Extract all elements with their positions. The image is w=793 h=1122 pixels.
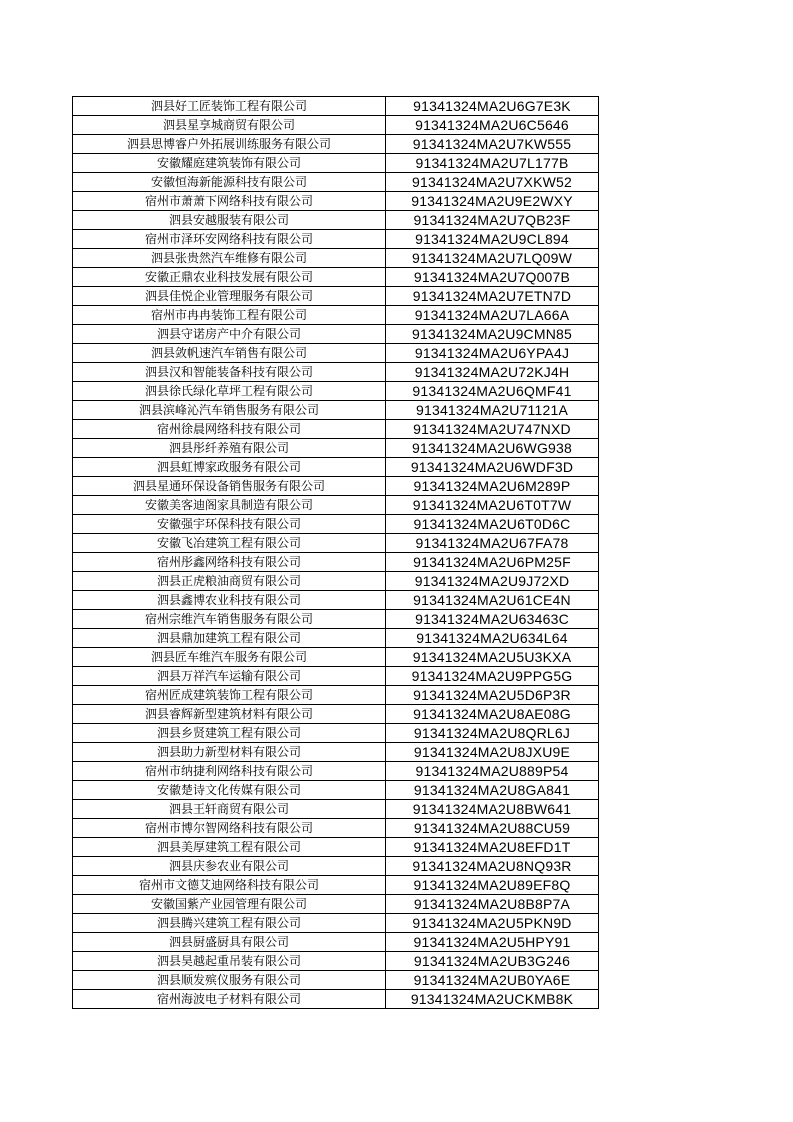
credit-code-cell: 91341324MA2U7LQ09W — [386, 249, 599, 268]
credit-code-cell: 91341324MA2U67FA78 — [386, 534, 599, 553]
company-name-cell: 泗县汉和智能装备科技有限公司 — [73, 363, 386, 382]
table-row — [73, 629, 599, 648]
table-row — [73, 154, 599, 173]
credit-code-cell: 91341324MA2U6WDF3D — [386, 458, 599, 477]
company-name-cell: 宿州彤鑫网络科技有限公司 — [73, 553, 386, 572]
credit-code-cell: 91341324MA2U7Q007B — [386, 268, 599, 287]
credit-code-cell: 91341324MA2U7LA66A — [386, 306, 599, 325]
company-name-cell: 宿州海波电子材料有限公司 — [73, 990, 386, 1009]
table-row — [73, 705, 599, 724]
credit-code-cell: 91341324MA2U71121A — [386, 401, 599, 420]
company-name-cell: 泗县彤纤养殖有限公司 — [73, 439, 386, 458]
table-row — [73, 724, 599, 743]
table-row — [73, 439, 599, 458]
table-row — [73, 116, 599, 135]
table-row — [73, 572, 599, 591]
table-row — [73, 97, 599, 116]
company-name-cell: 泗县王轩商贸有限公司 — [73, 800, 386, 819]
company-name-cell: 泗县顺发殡仪服务有限公司 — [73, 971, 386, 990]
table-row — [73, 876, 599, 895]
company-name-cell: 泗县乡贤建筑工程有限公司 — [73, 724, 386, 743]
credit-code-cell: 91341324MA2U7ETN7D — [386, 287, 599, 306]
company-name-cell: 泗县滨峰沁汽车销售服务有限公司 — [73, 401, 386, 420]
company-name-cell: 泗县庆参农业有限公司 — [73, 857, 386, 876]
company-name-cell: 泗县腾兴建筑工程有限公司 — [73, 914, 386, 933]
credit-code-cell: 91341324MA2U7XKW52 — [386, 173, 599, 192]
company-name-cell: 泗县守诺房产中介有限公司 — [73, 325, 386, 344]
credit-code-cell: 91341324MA2U61CE4N — [386, 591, 599, 610]
credit-code-cell: 91341324MA2UB3G246 — [386, 952, 599, 971]
table-row — [73, 914, 599, 933]
company-name-cell: 泗县万祥汽车运输有限公司 — [73, 667, 386, 686]
table-row — [73, 496, 599, 515]
company-name-cell: 泗县昊越起重吊装有限公司 — [73, 952, 386, 971]
table-row — [73, 819, 599, 838]
credit-code-cell: 91341324MA2U6M289P — [386, 477, 599, 496]
table-row — [73, 610, 599, 629]
credit-code-cell: 91341324MA2U5U3KXA — [386, 648, 599, 667]
table-row — [73, 952, 599, 971]
company-name-cell: 泗县厨盛厨具有限公司 — [73, 933, 386, 952]
company-name-cell: 泗县敛帆速汽车销售有限公司 — [73, 344, 386, 363]
company-name-cell: 宿州徐晨网络科技有限公司 — [73, 420, 386, 439]
table-row — [73, 553, 599, 572]
company-name-cell: 泗县张贵然汽车维修有限公司 — [73, 249, 386, 268]
company-name-cell: 泗县徐氏绿化草坪工程有限公司 — [73, 382, 386, 401]
table-row — [73, 477, 599, 496]
credit-code-cell: 91341324MA2U6C5646 — [386, 116, 599, 135]
company-name-cell: 安徽强宇环保科技有限公司 — [73, 515, 386, 534]
company-name-cell: 泗县星享城商贸有限公司 — [73, 116, 386, 135]
table-row — [73, 344, 599, 363]
table-body — [73, 97, 599, 1009]
company-name-cell: 泗县助力新型材料有限公司 — [73, 743, 386, 762]
table-row — [73, 534, 599, 553]
table-row — [73, 230, 599, 249]
credit-code-cell: 91341324MA2U5HPY91 — [386, 933, 599, 952]
company-name-cell: 安徽国紫产业园管理有限公司 — [73, 895, 386, 914]
company-name-cell: 安徽楚诗文化传媒有限公司 — [73, 781, 386, 800]
credit-code-cell: 91341324MA2U5D6P3R — [386, 686, 599, 705]
credit-code-cell: 91341324MA2U88CU59 — [386, 819, 599, 838]
table-row — [73, 135, 599, 154]
table-row — [73, 971, 599, 990]
credit-code-cell: 91341324MA2U8EFD1T — [386, 838, 599, 857]
table-row — [73, 382, 599, 401]
credit-code-cell: 91341324MA2U72KJ4H — [386, 363, 599, 382]
credit-code-cell: 91341324MA2U9CMN85 — [386, 325, 599, 344]
company-name-cell: 泗县美厚建筑工程有限公司 — [73, 838, 386, 857]
company-name-cell: 安徽耀庭建筑装饰有限公司 — [73, 154, 386, 173]
company-name-cell: 安徽飞冶建筑工程有限公司 — [73, 534, 386, 553]
table-row — [73, 762, 599, 781]
credit-code-cell: 91341324MA2U747NXD — [386, 420, 599, 439]
table-row — [73, 268, 599, 287]
credit-code-cell: 91341324MA2U6QMF41 — [386, 382, 599, 401]
company-name-cell: 宿州市博尔智网络科技有限公司 — [73, 819, 386, 838]
table-row — [73, 857, 599, 876]
company-name-cell: 泗县睿辉新型建筑材料有限公司 — [73, 705, 386, 724]
company-name-cell: 宿州市文德艾迪网络科技有限公司 — [73, 876, 386, 895]
company-name-cell: 泗县虹博家政服务有限公司 — [73, 458, 386, 477]
credit-code-cell: 91341324MA2U889P54 — [386, 762, 599, 781]
company-name-cell: 安徽美客迪阁家具制造有限公司 — [73, 496, 386, 515]
company-name-cell: 宿州匠成建筑装饰工程有限公司 — [73, 686, 386, 705]
credit-code-cell: 91341324MA2U6G7E3K — [386, 97, 599, 116]
credit-code-cell: 91341324MA2U9CL894 — [386, 230, 599, 249]
table-row — [73, 800, 599, 819]
table-row — [73, 895, 599, 914]
table-row — [73, 648, 599, 667]
company-name-cell: 宿州市萧萧下网络科技有限公司 — [73, 192, 386, 211]
table-row — [73, 515, 599, 534]
company-registry-table — [72, 96, 599, 1009]
table-row — [73, 420, 599, 439]
credit-code-cell: 91341324MA2U8BW641 — [386, 800, 599, 819]
company-name-cell: 宿州市冉冉装饰工程有限公司 — [73, 306, 386, 325]
table-row — [73, 990, 599, 1009]
company-name-cell: 安徽恒海新能源科技有限公司 — [73, 173, 386, 192]
credit-code-cell: 91341324MA2UB0YA6E — [386, 971, 599, 990]
credit-code-cell: 91341324MA2U5PKN9D — [386, 914, 599, 933]
company-name-cell: 泗县好工匠装饰工程有限公司 — [73, 97, 386, 116]
table-row — [73, 781, 599, 800]
credit-code-cell: 91341324MA2U6WG938 — [386, 439, 599, 458]
credit-code-cell: 91341324MA2U9J72XD — [386, 572, 599, 591]
credit-code-cell: 91341324MA2U7KW555 — [386, 135, 599, 154]
credit-code-cell: 91341324MA2U89EF8Q — [386, 876, 599, 895]
credit-code-cell: 91341324MA2U8GA841 — [386, 781, 599, 800]
table-row — [73, 173, 599, 192]
credit-code-cell: 91341324MA2U634L64 — [386, 629, 599, 648]
credit-code-cell: 91341324MA2U63463C — [386, 610, 599, 629]
table-row — [73, 458, 599, 477]
credit-code-cell: 91341324MA2U9E2WXY — [386, 192, 599, 211]
company-name-cell: 泗县星通环保设备销售服务有限公司 — [73, 477, 386, 496]
company-name-cell: 泗县安越服装有限公司 — [73, 211, 386, 230]
company-name-cell: 泗县鑫博农业科技有限公司 — [73, 591, 386, 610]
table-row — [73, 743, 599, 762]
credit-code-cell: 91341324MA2U8JXU9E — [386, 743, 599, 762]
table-row — [73, 933, 599, 952]
credit-code-cell: 91341324MA2U6YPA4J — [386, 344, 599, 363]
company-name-cell: 泗县思博睿户外拓展训练服务有限公司 — [73, 135, 386, 154]
credit-code-cell: 91341324MA2U6T0T7W — [386, 496, 599, 515]
table-row — [73, 249, 599, 268]
company-name-cell: 宿州宗维汽车销售服务有限公司 — [73, 610, 386, 629]
credit-code-cell: 91341324MA2UCKMB8K — [386, 990, 599, 1009]
table-row — [73, 287, 599, 306]
table-row — [73, 192, 599, 211]
table-row — [73, 591, 599, 610]
table-row — [73, 667, 599, 686]
credit-code-cell: 91341324MA2U6T0D6C — [386, 515, 599, 534]
table-row — [73, 838, 599, 857]
company-name-cell: 宿州市纳捷利网络科技有限公司 — [73, 762, 386, 781]
company-name-cell: 泗县匠车维汽车服务有限公司 — [73, 648, 386, 667]
company-name-cell: 安徽正鼎农业科技发展有限公司 — [73, 268, 386, 287]
company-name-cell: 宿州市泽环安网络科技有限公司 — [73, 230, 386, 249]
credit-code-cell: 91341324MA2U8NQ93R — [386, 857, 599, 876]
company-name-cell: 泗县正虎粮油商贸有限公司 — [73, 572, 386, 591]
company-name-cell: 泗县佳悦企业管理服务有限公司 — [73, 287, 386, 306]
table-row — [73, 401, 599, 420]
table-row — [73, 686, 599, 705]
credit-code-cell: 91341324MA2U8QRL6J — [386, 724, 599, 743]
credit-code-cell: 91341324MA2U7QB23F — [386, 211, 599, 230]
table-row — [73, 211, 599, 230]
credit-code-cell: 91341324MA2U9PPG5G — [386, 667, 599, 686]
credit-code-cell: 91341324MA2U6PM25F — [386, 553, 599, 572]
credit-code-cell: 91341324MA2U8B8P7A — [386, 895, 599, 914]
credit-code-cell: 91341324MA2U7L177B — [386, 154, 599, 173]
table-row — [73, 325, 599, 344]
company-name-cell: 泗县鼎加建筑工程有限公司 — [73, 629, 386, 648]
table-row — [73, 306, 599, 325]
table-row — [73, 363, 599, 382]
credit-code-cell: 91341324MA2U8AE08G — [386, 705, 599, 724]
